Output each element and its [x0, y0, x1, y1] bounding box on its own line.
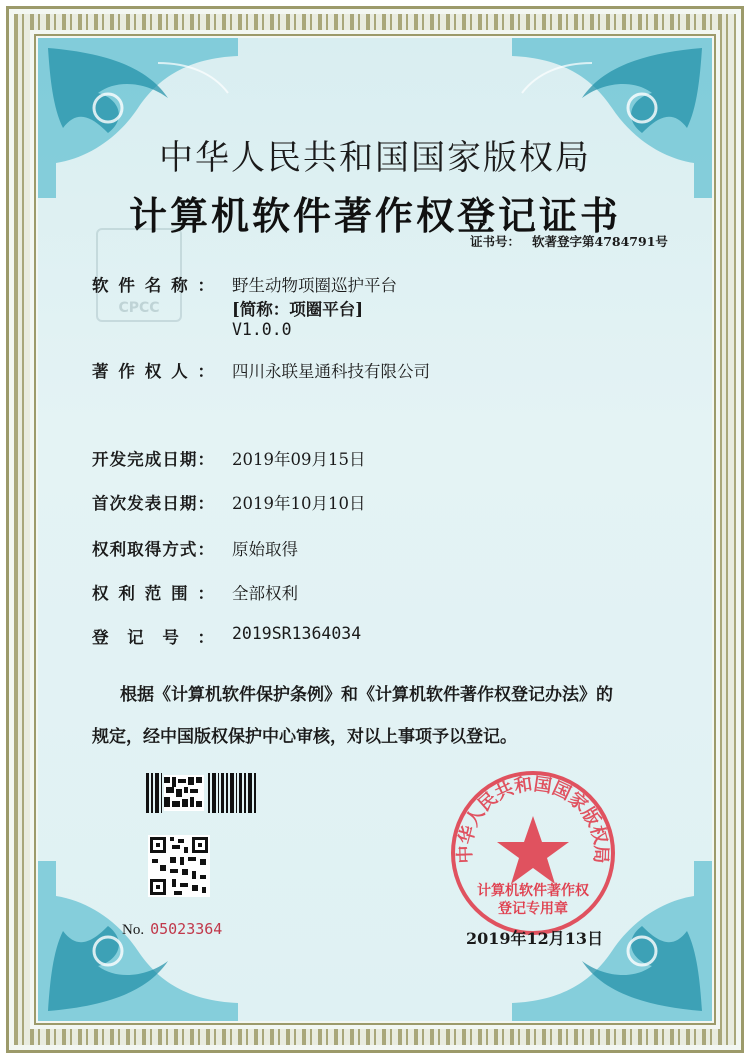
software-short-name: [简称：项圈平台]: [232, 300, 364, 319]
issuer-name: 中华人民共和国国家版权局: [159, 138, 591, 178]
field-copyright-owner: [92, 358, 430, 382]
first-publication-date-value: 2019年10月10日: [232, 494, 366, 513]
completion-date-value: 2019年09月15日: [232, 450, 366, 469]
seal-line-1: 计算机软件著作权: [477, 883, 589, 899]
serial-number: [122, 920, 222, 939]
serial-number-label: No.: [122, 922, 145, 938]
copyright-owner-label: 著作权人：: [92, 362, 214, 381]
certificate-number-value: 软著登字第4784791号: [532, 234, 668, 249]
software-name-label: 软件名称：: [92, 276, 214, 295]
field-first-publication-date: [92, 490, 366, 514]
first-publication-date-label: 首次发表日期：: [92, 494, 214, 513]
svg-text:中华人民共和国国家版权局: 中华人民共和国国家版权局: [454, 773, 612, 864]
software-name-value: 野生动物项圈巡护平台: [232, 276, 397, 295]
certificate-number-label: 证书号：: [470, 234, 521, 249]
barcode-icon: [146, 773, 256, 813]
scope-of-rights-label: 权利范围：: [92, 584, 214, 603]
field-acquisition-method: [92, 536, 298, 560]
issue-date: 2019年12月13日: [466, 929, 604, 948]
field-completion-date: [92, 446, 366, 470]
field-registration-number: [92, 624, 362, 648]
scope-of-rights-value: 全部权利: [232, 584, 298, 603]
cpcc-watermark-text: CPCC: [118, 300, 160, 316]
registration-number-label: 登记号：: [92, 628, 214, 647]
acquisition-method-label: 权利取得方式：: [92, 540, 214, 559]
copyright-owner-value: 四川永联星通科技有限公司: [232, 362, 430, 381]
acquisition-method-value: 原始取得: [232, 540, 298, 559]
basis-text-line2: 规定，经中国版权保护中心审核，对以上事项予以登记。: [92, 727, 517, 747]
field-scope-of-rights: [92, 580, 298, 604]
software-version: V1.0.0: [232, 320, 292, 339]
registration-number-value: 2019SR1364034: [232, 624, 362, 643]
seal-line-2: 登记专用章: [498, 901, 568, 917]
serial-number-value: 05023364: [150, 920, 223, 938]
certificate-number: [470, 232, 668, 250]
certificate-title: 计算机软件著作权登记证书: [128, 193, 621, 238]
basis-text-line1: 根据《计算机软件保护条例》和《计算机软件著作权登记办法》的: [120, 685, 613, 705]
qr-code-icon: [148, 835, 210, 897]
completion-date-label: 开发完成日期：: [92, 450, 214, 469]
